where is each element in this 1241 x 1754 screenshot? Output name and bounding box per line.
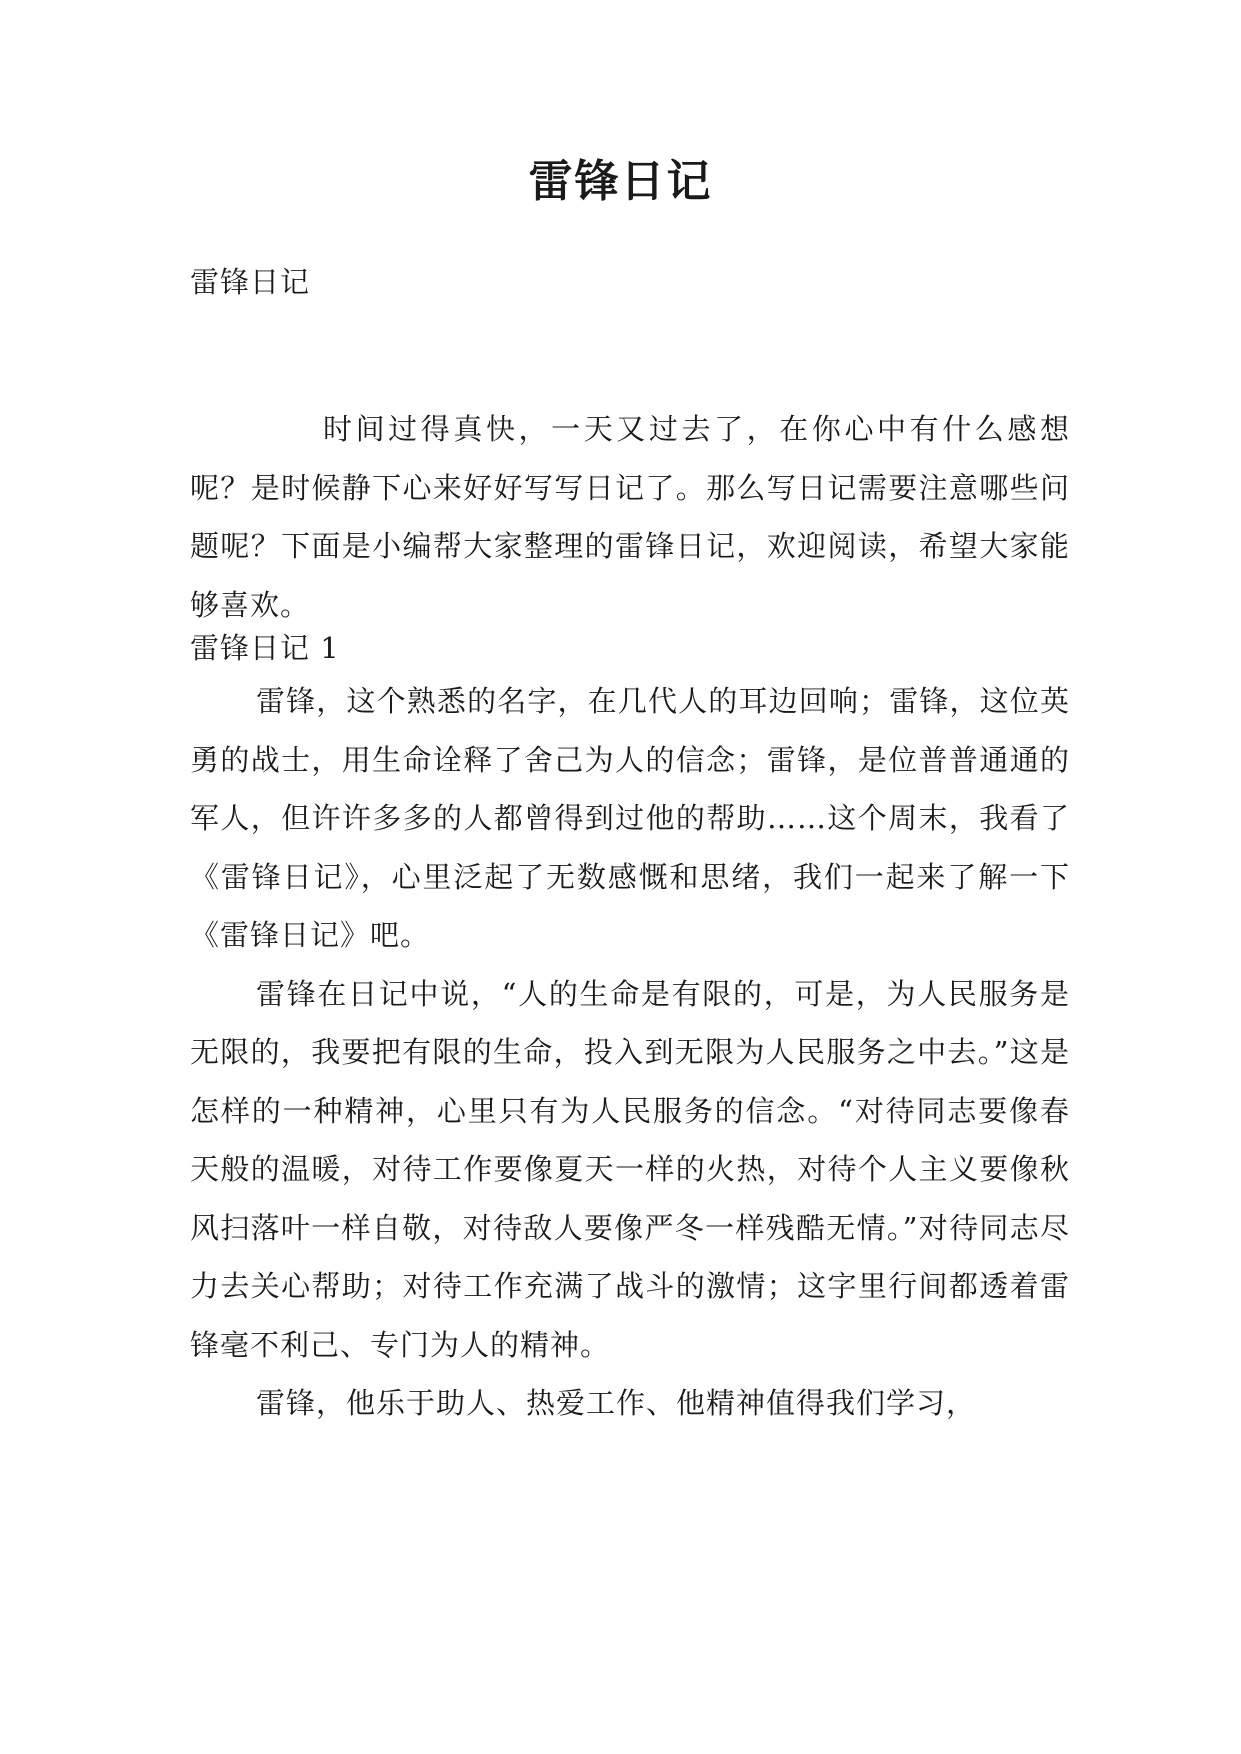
section-body <box>190 672 1070 1433</box>
document-subtitle: 雷锋日记 <box>190 265 311 299</box>
body-paragraph-2: 雷锋在日记中说，“人的生命是有限的，可是，为人民服务是无限的，我要把有限的生命，投入到无限为人民服务之中去。”这是怎样的一种精神，心里只有为人民服务的信念。“对待同志要像春天般的温暖，对待工作要像夏天一样的火热，对待个人主义要像秋风扫落叶一样自敬，对待敌人要像严冬一样残酷无情。”对待同志尽力去关心帮助；对待工作充满了战斗的激情；这字里行间都透着雷锋毫不利己、专门为人的精神。 <box>190 976 1070 1362</box>
document-title: 雷锋日记 <box>528 156 713 207</box>
section-heading: 雷锋日记 1 <box>190 631 340 665</box>
intro-paragraph: 时间过得真快，一天又过去了，在你心中有什么感想呢？是时候静下心来好好写写日记了。那么写日记需要注意哪些问题呢？下面是小编帮大家整理的雷锋日记，欢迎阅读，希望大家能够喜欢。 <box>190 412 1070 622</box>
body-paragraph-1: 雷锋，这个熟悉的名字，在几代人的耳边回响；雷锋，这位英勇的战士，用生命诠释了舍己为人的信念；雷锋，是位普普通通的军人，但许许多多的人都曾得到过他的帮助……这个周末，我看了《雷锋日记》，心里泛起了无数感慨和思绪，我们一起来了解一下《雷锋日记》吧。 <box>190 684 1070 952</box>
body-paragraph-3: 雷锋，他乐于助人、热爱工作、他精神值得我们学习， <box>256 1386 977 1420</box>
